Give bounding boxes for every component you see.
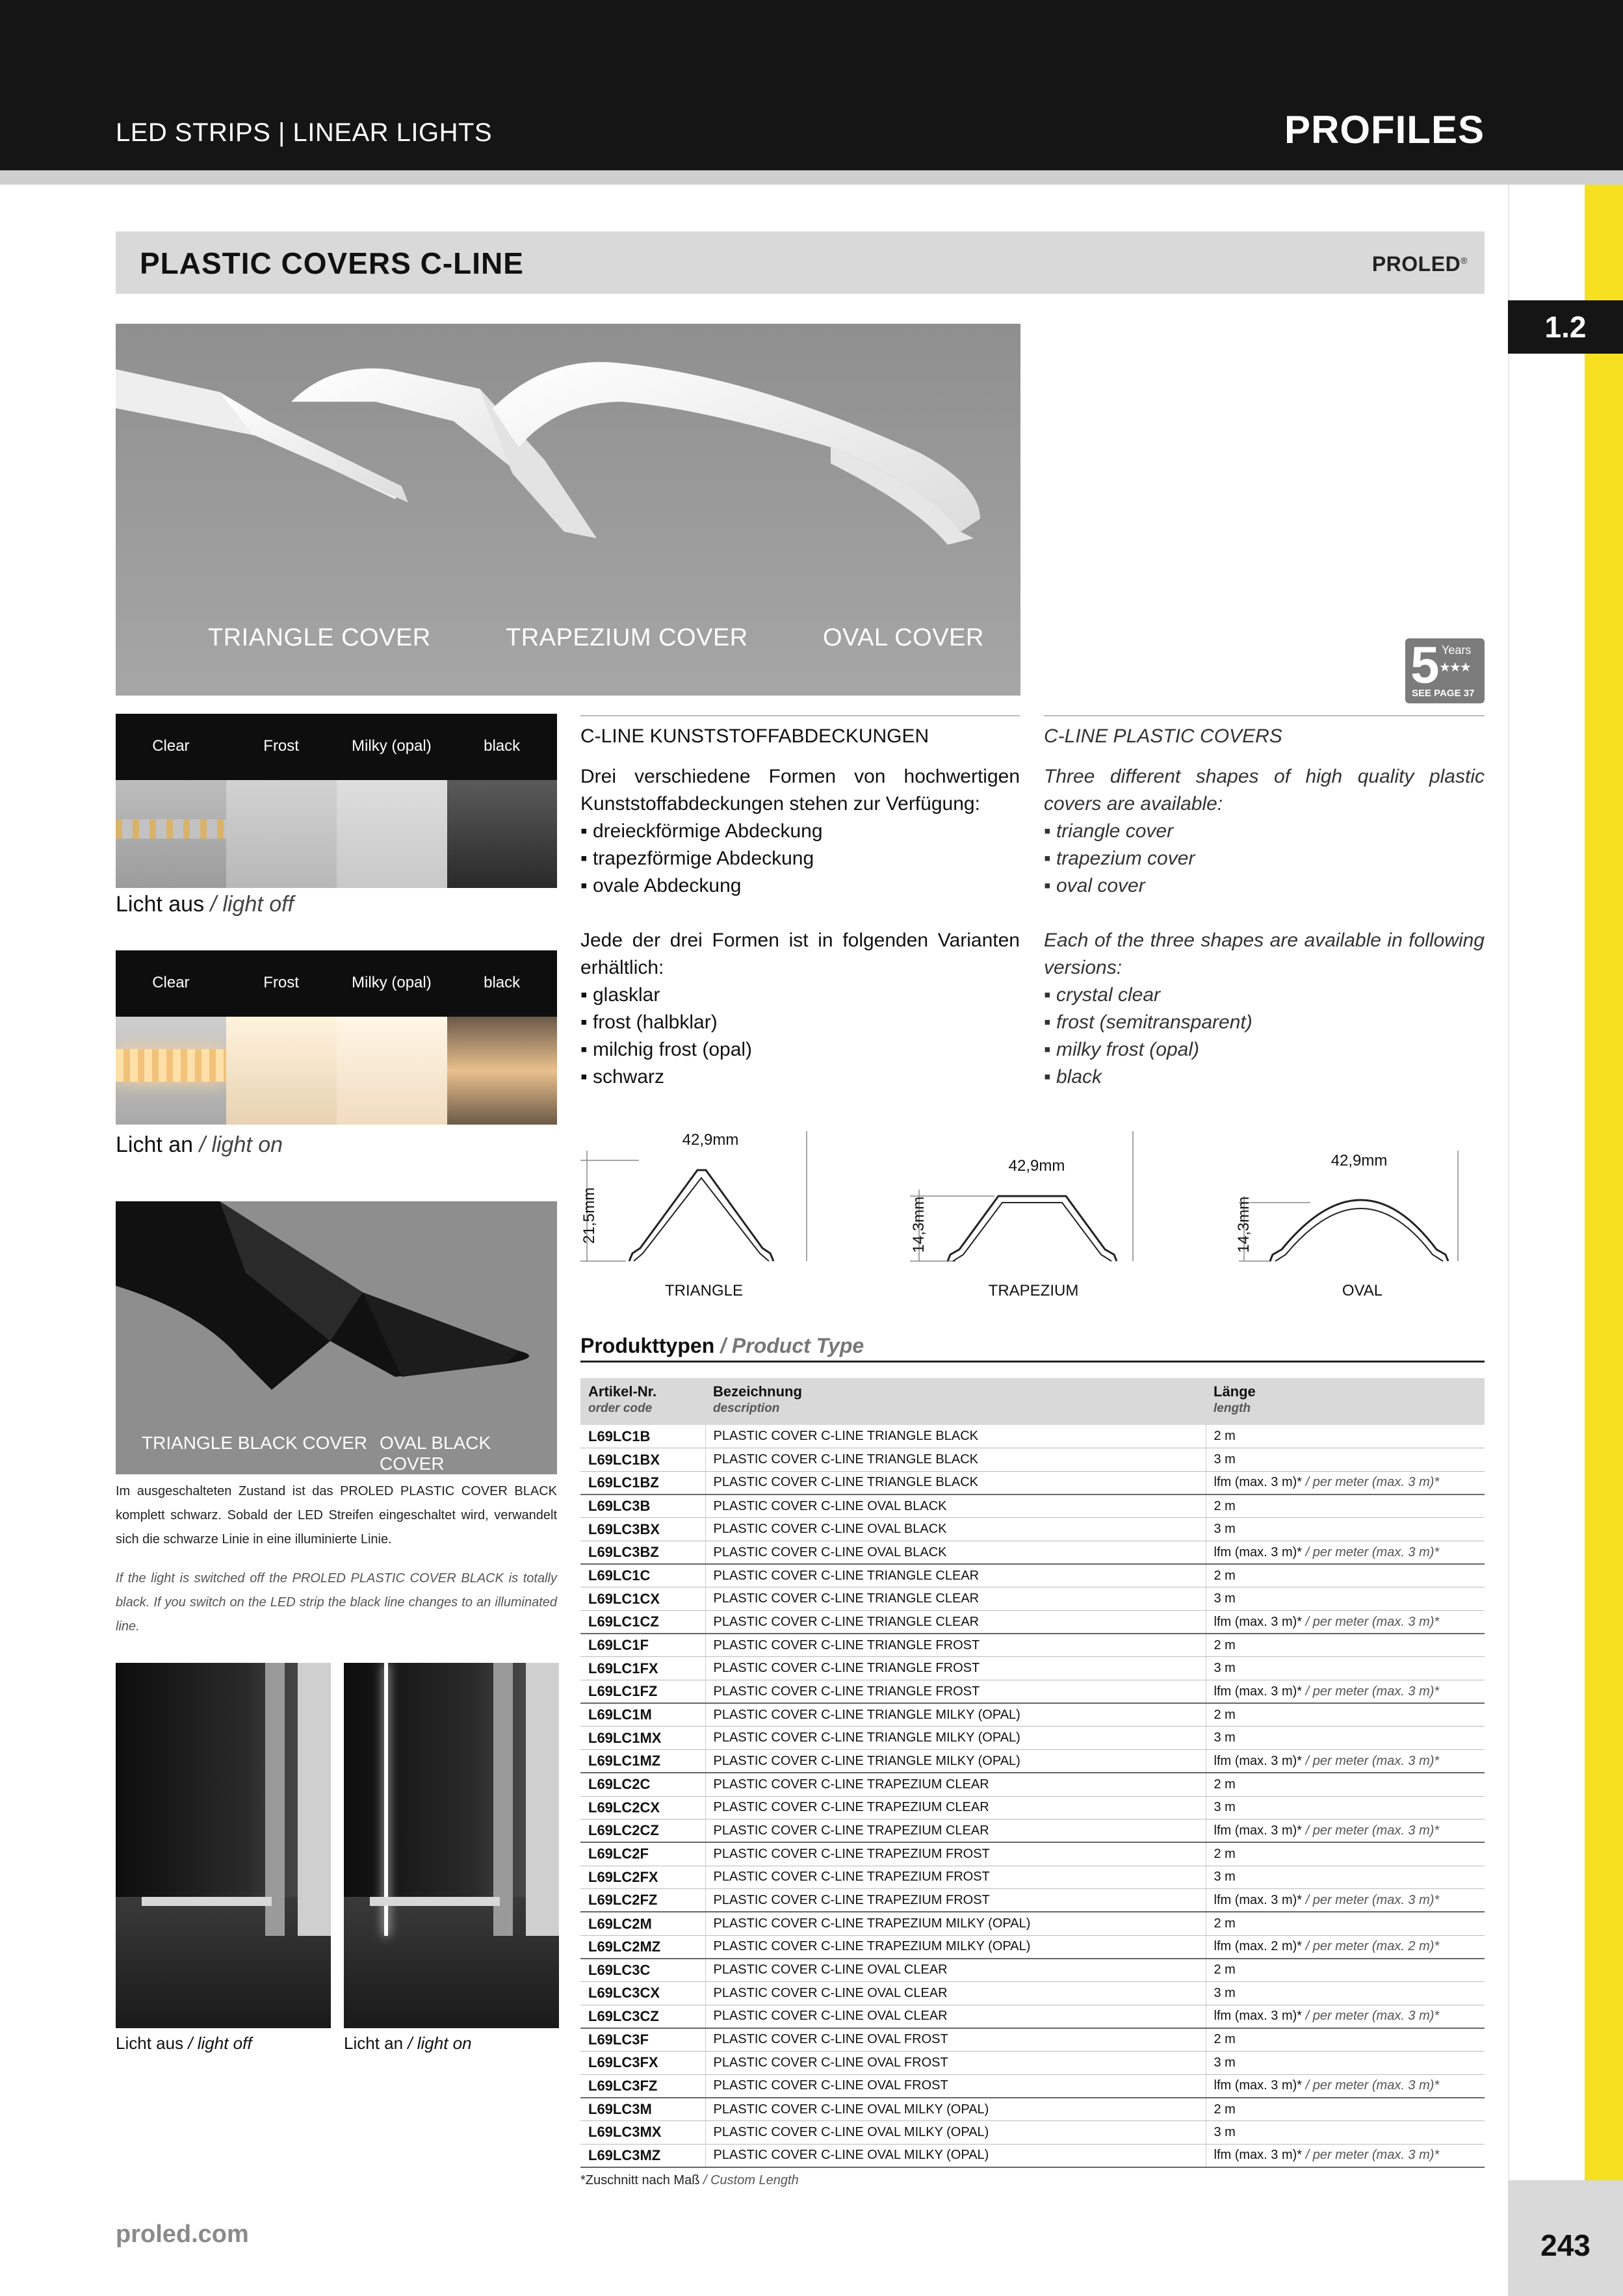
oval-name-label: OVAL xyxy=(1342,1282,1383,1299)
description-cell: PLASTIC COVER C-LINE OVAL FROST xyxy=(705,2028,1206,2052)
length-cut-en: per meter (max. 2 m)* xyxy=(1312,1939,1440,1954)
order-code-cell: L69LC3CZ xyxy=(580,2005,705,2028)
length-cell: lfm (max. 2 m)* / per meter (max. 2 m)* xyxy=(1206,1935,1485,1959)
length-cut-en: per meter (max. 3 m)* xyxy=(1312,1475,1440,1490)
length-cut-de: lfm (max. 3 m)* xyxy=(1214,2078,1303,2093)
german-shapes-list xyxy=(580,818,1020,900)
english-shape-item: ▪ triangle cover xyxy=(1044,820,1174,842)
length-cell: 2 m xyxy=(1206,1842,1485,1866)
length-cell: lfm (max. 3 m)* / per meter (max. 3 m)* xyxy=(1206,1750,1485,1773)
variant-label-black: black xyxy=(484,737,521,755)
order-code-cell: L69LC1BZ xyxy=(580,1471,705,1494)
order-code-cell: L69LC3MX xyxy=(580,2121,705,2145)
variant-label-clear: Clear xyxy=(152,974,190,991)
table-row xyxy=(580,1657,1485,1680)
table-row xyxy=(580,1425,1485,1448)
strip-milky-off xyxy=(337,780,447,888)
warranty-number: 5 xyxy=(1410,636,1440,694)
description-cell: PLASTIC COVER C-LINE TRIANGLE CLEAR xyxy=(705,1611,1206,1634)
table-row xyxy=(580,1889,1485,1912)
section-number: 1.2 xyxy=(1508,300,1623,354)
order-code-cell: L69LC2MZ xyxy=(580,1935,705,1959)
table-row xyxy=(580,2144,1485,2167)
length-cut-de: lfm (max. 3 m)* xyxy=(1214,1892,1303,1907)
order-code-cell: L69LC3FZ xyxy=(580,2074,705,2098)
order-code-cell: L69LC2F xyxy=(580,1842,705,1866)
description-cell: PLASTIC COVER C-LINE OVAL MILKY (OPAL) xyxy=(705,2098,1206,2121)
black-description-en: If the light is switched off the PROLED PLASTIC COVER BLACK is totally black. If you switch on the LED strip the black line changes to an illuminated line. xyxy=(116,1571,557,1634)
length-cut-de: lfm (max. 3 m)* xyxy=(1214,1475,1303,1490)
warranty-see-page: SEE PAGE 37 xyxy=(1412,688,1475,699)
length-cell: 2 m xyxy=(1206,1425,1485,1448)
table-row xyxy=(580,1820,1485,1843)
order-code-cell: L69LC3FX xyxy=(580,2052,705,2075)
caption-off-sep: / xyxy=(204,892,223,917)
german-variants-intro: Jede der drei Formen ist in folgenden Varianten erhältlich: xyxy=(580,930,1020,978)
room-photo-light-on xyxy=(344,1663,559,2028)
table-row xyxy=(580,2121,1485,2145)
hero-label-trapezium: TRAPEZIUM COVER xyxy=(506,624,748,651)
table-row xyxy=(580,1703,1485,1727)
table-row xyxy=(580,1564,1485,1587)
length-cell: lfm (max. 3 m)* / per meter (max. 3 m)* xyxy=(1206,1541,1485,1564)
table-row xyxy=(580,2074,1485,2098)
caption-on-en: light on xyxy=(211,1132,283,1157)
col-len-de: Länge xyxy=(1214,1383,1256,1400)
order-code-cell: L69LC1CZ xyxy=(580,1611,705,1634)
description-cell: PLASTIC COVER C-LINE OVAL BLACK xyxy=(705,1541,1206,1564)
length-cut-en: per meter (max. 3 m)* xyxy=(1312,1684,1440,1699)
description-cell: PLASTIC COVER C-LINE TRIANGLE BLACK xyxy=(705,1471,1206,1494)
description-cell: PLASTIC COVER C-LINE OVAL CLEAR xyxy=(705,1982,1206,2005)
length-cell: lfm (max. 3 m)* / per meter (max. 3 m)* xyxy=(1206,1611,1485,1634)
length-cell: 2 m xyxy=(1206,2098,1485,2121)
caption-room-on xyxy=(344,2033,472,2054)
table-row xyxy=(580,1680,1485,1704)
description-cell: PLASTIC COVER C-LINE TRIANGLE FROST xyxy=(705,1634,1206,1657)
footnote-en: Custom Length xyxy=(710,2173,799,2187)
label-triangle-black: TRIANGLE BLACK COVER xyxy=(142,1433,367,1453)
length-cut-de: lfm (max. 3 m)* xyxy=(1214,1614,1303,1629)
strip-light-off xyxy=(116,714,557,888)
description-cell: PLASTIC COVER C-LINE TRAPEZIUM FROST xyxy=(705,1842,1206,1866)
description-cell: PLASTIC COVER C-LINE OVAL MILKY (OPAL) xyxy=(705,2121,1206,2145)
description-cell: PLASTIC COVER C-LINE TRIANGLE FROST xyxy=(705,1680,1206,1704)
table-row xyxy=(580,2005,1485,2028)
table-row xyxy=(580,1796,1485,1820)
table-row xyxy=(580,1982,1485,2005)
order-code-cell: L69LC1M xyxy=(580,1703,705,1727)
order-code-cell: L69LC2FX xyxy=(580,1866,705,1889)
strip-black-on xyxy=(447,1017,557,1125)
order-code-cell: L69LC2CZ xyxy=(580,1820,705,1843)
star-icon: ★★★ xyxy=(1439,660,1470,675)
product-type-heading: Produkttypen / Product Type xyxy=(580,1334,1485,1363)
length-cell: 3 m xyxy=(1206,1657,1485,1680)
order-code-cell: L69LC3C xyxy=(580,1959,705,1982)
trapezium-width-label: 42,9mm xyxy=(1008,1157,1065,1175)
order-code-cell: L69LC3M xyxy=(580,2098,705,2121)
length-cell: lfm (max. 3 m)* / per meter (max. 3 m)* xyxy=(1206,2074,1485,2098)
length-cut-en: per meter (max. 3 m)* xyxy=(1312,2009,1440,2024)
description-cell: PLASTIC COVER C-LINE TRAPEZIUM CLEAR xyxy=(705,1773,1206,1796)
length-cut-de: lfm (max. 3 m)* xyxy=(1214,2148,1303,2163)
strip-black-off xyxy=(447,780,557,888)
length-cell: 3 m xyxy=(1206,1727,1485,1750)
length-cell: 2 m xyxy=(1206,1773,1485,1796)
description-cell: PLASTIC COVER C-LINE TRAPEZIUM MILKY (OPAL) xyxy=(705,1935,1206,1959)
variant-label-frost: Frost xyxy=(263,974,299,991)
german-variant-item: ▪ schwarz xyxy=(580,1066,664,1088)
order-code-cell: L69LC1C xyxy=(580,1564,705,1587)
length-cell: lfm (max. 3 m)* / per meter (max. 3 m)* xyxy=(1206,1680,1485,1704)
triangle-profile-drawing xyxy=(580,1131,853,1300)
description-cell: PLASTIC COVER C-LINE TRAPEZIUM FROST xyxy=(705,1866,1206,1889)
triangle-height-label: 21,5mm xyxy=(580,1187,598,1244)
english-shape-item: ▪ oval cover xyxy=(1044,875,1145,896)
german-column xyxy=(580,715,1020,1091)
table-row xyxy=(580,1634,1485,1657)
german-variants-list xyxy=(580,982,1020,1091)
table-row xyxy=(580,1866,1485,1889)
table-row xyxy=(580,2098,1485,2121)
length-cell: 2 m xyxy=(1206,1959,1485,1982)
description-cell: PLASTIC COVER C-LINE OVAL CLEAR xyxy=(705,2005,1206,2028)
product-heading-de: Produkttypen xyxy=(580,1334,715,1357)
length-cut-en: per meter (max. 3 m)* xyxy=(1312,1614,1440,1629)
german-variant-item: ▪ frost (halbklar) xyxy=(580,1011,718,1033)
order-code-cell: L69LC3BZ xyxy=(580,1541,705,1564)
length-cell: lfm (max. 3 m)* / per meter (max. 3 m)* xyxy=(1206,2005,1485,2028)
order-code-cell: L69LC1MZ xyxy=(580,1750,705,1773)
header-category: LED STRIPS | LINEAR LIGHTS xyxy=(116,118,493,147)
german-intro: Drei verschiedene Formen von hochwertigen Kunststoffabdeckungen stehen zur Verfügung: xyxy=(580,766,1020,815)
order-code-cell: L69LC3F xyxy=(580,2028,705,2052)
order-code-cell: L69LC1FZ xyxy=(580,1680,705,1704)
order-code-cell: L69LC3BX xyxy=(580,1518,705,1541)
room-photo-light-off xyxy=(116,1663,331,2028)
english-variant-item: ▪ frost (semitransparent) xyxy=(1044,1011,1253,1033)
order-code-cell: L69LC2CX xyxy=(580,1796,705,1820)
table-row xyxy=(580,1935,1485,1959)
website-link[interactable]: proled.com xyxy=(116,2221,249,2248)
order-code-cell: L69LC2C xyxy=(580,1773,705,1796)
brand-logo xyxy=(1353,252,1468,276)
description-cell: PLASTIC COVER C-LINE OVAL MILKY (OPAL) xyxy=(705,2144,1206,2167)
length-cut-de: lfm (max. 3 m)* xyxy=(1214,1684,1303,1699)
length-cell: lfm (max. 3 m)* / per meter (max. 3 m)* xyxy=(1206,1471,1485,1494)
german-shape-item: ▪ trapezförmige Abdeckung xyxy=(580,848,814,869)
yellow-side-bar xyxy=(1585,185,1623,2180)
brand-name: PROLED xyxy=(1371,252,1461,276)
description-cell: PLASTIC COVER C-LINE OVAL FROST xyxy=(705,2074,1206,2098)
oval-width-label: 42,9mm xyxy=(1331,1152,1388,1169)
english-variants-intro: Each of the three shapes are available in following versions: xyxy=(1044,930,1485,978)
length-cell: 2 m xyxy=(1206,1703,1485,1727)
caption-room-off xyxy=(116,2033,252,2054)
caption-off-en: light off xyxy=(222,892,294,917)
product-heading-en: Product Type xyxy=(731,1334,864,1357)
col-length xyxy=(1206,1378,1485,1425)
caption-room-on-sep: / xyxy=(403,2033,417,2053)
order-code-cell: L69LC2FZ xyxy=(580,1889,705,1912)
warranty-years: Years xyxy=(1442,644,1472,657)
table-row xyxy=(580,1959,1485,1982)
length-cell: 2 m xyxy=(1206,1564,1485,1587)
length-cell: 3 m xyxy=(1206,1587,1485,1611)
description-cell: PLASTIC COVER C-LINE TRIANGLE MILKY (OPAL) xyxy=(705,1750,1206,1773)
black-description-de: Im ausgeschalteten Zustand ist das PROLED PLASTIC COVER BLACK komplett schwarz. Sobald der LED Streifen eingeschaltet wird, verwandelt sich die schwarze Linie in eine illuminierte Linie. xyxy=(116,1484,557,1546)
description-cell: PLASTIC COVER C-LINE TRIANGLE FROST xyxy=(705,1657,1206,1680)
col-description xyxy=(705,1378,1206,1425)
german-variant-item: ▪ milchig frost (opal) xyxy=(580,1039,753,1060)
hero-product-photo xyxy=(116,324,1020,696)
caption-light-off xyxy=(116,892,294,917)
order-code-cell: L69LC3CX xyxy=(580,1982,705,2005)
english-heading: C-LINE PLASTIC COVERS xyxy=(1044,715,1485,748)
description-cell: PLASTIC COVER C-LINE TRIANGLE MILKY (OPAL) xyxy=(705,1727,1206,1750)
length-cut-en: per meter (max. 3 m)* xyxy=(1312,2148,1440,2163)
english-variant-item: ▪ black xyxy=(1044,1066,1102,1088)
table-row xyxy=(580,1541,1485,1564)
table-row xyxy=(580,1448,1485,1472)
table-row xyxy=(580,1912,1485,1935)
caption-on-de: Licht an xyxy=(116,1132,194,1157)
caption-room-off-de: Licht aus xyxy=(116,2033,184,2053)
black-cover-photo xyxy=(116,1201,557,1474)
order-code-cell: L69LC2M xyxy=(580,1912,705,1935)
length-cut-en: per meter (max. 3 m)* xyxy=(1312,2078,1440,2093)
length-cut-de: lfm (max. 2 m)* xyxy=(1214,1939,1303,1954)
caption-off-de: Licht aus xyxy=(116,892,205,917)
description-cell: PLASTIC COVER C-LINE TRIANGLE BLACK xyxy=(705,1448,1206,1472)
description-cell: PLASTIC COVER C-LINE OVAL CLEAR xyxy=(705,1959,1206,1982)
variant-label-clear: Clear xyxy=(152,737,190,755)
caption-room-off-sep: / xyxy=(183,2033,198,2053)
length-cut-en: per meter (max. 3 m)* xyxy=(1312,1545,1440,1559)
col-desc-de: Bezeichnung xyxy=(713,1383,802,1400)
caption-room-on-en: light on xyxy=(417,2033,472,2053)
variant-label-milky: Milky (opal) xyxy=(352,737,432,755)
hero-label-triangle: TRIANGLE COVER xyxy=(208,624,431,651)
col-order-code xyxy=(580,1378,705,1425)
english-shapes-list xyxy=(1044,818,1485,900)
table-row xyxy=(580,1750,1485,1773)
description-cell: PLASTIC COVER C-LINE OVAL FROST xyxy=(705,2052,1206,2075)
length-cut-de: lfm (max. 3 m)* xyxy=(1214,2009,1303,2024)
brand-mark: ® xyxy=(1461,255,1468,266)
description-cell: PLASTIC COVER C-LINE OVAL BLACK xyxy=(705,1494,1206,1518)
col-code-en: order code xyxy=(588,1402,653,1415)
german-variant-item: ▪ glasklar xyxy=(580,984,660,1006)
german-shape-item: ▪ dreieckförmige Abdeckung xyxy=(580,820,823,842)
length-cell: 2 m xyxy=(1206,1634,1485,1657)
oval-height-label: 14,3mm xyxy=(1235,1196,1253,1253)
diagram-triangle xyxy=(580,1131,853,1313)
table-row xyxy=(580,1587,1485,1611)
strip-clear-on xyxy=(116,1017,226,1125)
description-cell: PLASTIC COVER C-LINE TRAPEZIUM CLEAR xyxy=(705,1796,1206,1820)
length-cell: 3 m xyxy=(1206,1796,1485,1820)
strip-light-on xyxy=(116,950,557,1125)
trapezium-profile-drawing xyxy=(910,1131,1183,1300)
table-row xyxy=(580,1471,1485,1494)
english-variant-item: ▪ milky frost (opal) xyxy=(1044,1039,1200,1060)
caption-room-off-en: light off xyxy=(197,2033,252,2053)
order-code-cell: L69LC1FX xyxy=(580,1657,705,1680)
product-table xyxy=(580,1378,1485,2168)
length-cell: 3 m xyxy=(1206,1518,1485,1541)
strip-clear-off xyxy=(116,780,226,888)
length-cell: lfm (max. 3 m)* / per meter (max. 3 m)* xyxy=(1206,1889,1485,1912)
length-cut-en: per meter (max. 3 m)* xyxy=(1312,1753,1440,1768)
length-cut-de: lfm (max. 3 m)* xyxy=(1214,1823,1303,1838)
triangle-width-label: 42,9mm xyxy=(682,1131,739,1149)
length-cut-en: per meter (max. 3 m)* xyxy=(1312,1823,1440,1838)
order-code-cell: L69LC1CX xyxy=(580,1587,705,1611)
length-cell: 3 m xyxy=(1206,2121,1485,2145)
variant-label-frost: Frost xyxy=(263,737,299,755)
label-oval-black: OVAL BLACK COVER xyxy=(380,1433,491,1474)
strip-milky-on xyxy=(337,1017,447,1125)
order-code-cell: L69LC1BX xyxy=(580,1448,705,1472)
description-cell: PLASTIC COVER C-LINE TRIANGLE MILKY (OPAL) xyxy=(705,1703,1206,1727)
english-intro: Three different shapes of high quality plastic covers are available: xyxy=(1044,766,1485,815)
table-row xyxy=(580,1773,1485,1796)
variant-label-black: black xyxy=(484,974,521,991)
table-row xyxy=(580,1727,1485,1750)
table-row xyxy=(580,2052,1485,2075)
description-cell: PLASTIC COVER C-LINE TRAPEZIUM MILKY (OPAL) xyxy=(705,1912,1206,1935)
hero-label-oval: OVAL COVER xyxy=(823,624,984,651)
col-desc-en: description xyxy=(713,1402,780,1415)
length-cell: 3 m xyxy=(1206,1982,1485,2005)
length-cell: 2 m xyxy=(1206,1494,1485,1518)
page-title: PLASTIC COVERS C-LINE xyxy=(140,246,524,280)
header-divider xyxy=(0,170,1623,185)
length-cell: lfm (max. 3 m)* / per meter (max. 3 m)* xyxy=(1206,2144,1485,2167)
table-row xyxy=(580,1518,1485,1541)
length-cell: 2 m xyxy=(1206,1912,1485,1935)
table-row xyxy=(580,1611,1485,1634)
english-variants-list xyxy=(1044,982,1485,1091)
description-cell: PLASTIC COVER C-LINE TRAPEZIUM CLEAR xyxy=(705,1820,1206,1843)
product-rows xyxy=(580,1425,1485,2167)
description-cell: PLASTIC COVER C-LINE TRAPEZIUM FROST xyxy=(705,1889,1206,1912)
strip-frost-off xyxy=(226,780,337,888)
english-column xyxy=(1044,715,1485,1091)
description-cell: PLASTIC COVER C-LINE OVAL BLACK xyxy=(705,1518,1206,1541)
table-row xyxy=(580,2028,1485,2052)
table-row xyxy=(580,1494,1485,1518)
caption-light-on xyxy=(116,1132,283,1158)
strip-frost-on xyxy=(226,1017,337,1125)
triangle-name-label: TRIANGLE xyxy=(664,1282,744,1299)
length-cell: lfm (max. 3 m)* / per meter (max. 3 m)* xyxy=(1206,1820,1485,1843)
length-cut-de: lfm (max. 3 m)* xyxy=(1214,1545,1303,1559)
warranty-badge xyxy=(1405,638,1485,703)
col-len-en: length xyxy=(1214,1402,1251,1415)
order-code-cell: L69LC1F xyxy=(580,1634,705,1657)
length-cell: 3 m xyxy=(1206,2052,1485,2075)
header-section-title: PROFILES xyxy=(1284,108,1485,151)
diagram-oval xyxy=(1235,1131,1486,1313)
col-code-de: Artikel-Nr. xyxy=(588,1383,657,1400)
footnote-de: *Zuschnitt nach Maß xyxy=(580,2173,700,2187)
order-code-cell: L69LC1B xyxy=(580,1425,705,1448)
length-cell: 3 m xyxy=(1206,1866,1485,1889)
description-cell: PLASTIC COVER C-LINE TRIANGLE CLEAR xyxy=(705,1564,1206,1587)
trapezium-height-label: 14,3mm xyxy=(910,1196,928,1253)
description-cell: PLASTIC COVER C-LINE TRIANGLE BLACK xyxy=(705,1425,1206,1448)
german-heading: C-LINE KUNSTSTOFFABDECKUNGEN xyxy=(580,715,1020,748)
length-cut-de: lfm (max. 3 m)* xyxy=(1214,1753,1303,1768)
table-row xyxy=(580,1842,1485,1866)
length-cell: 2 m xyxy=(1206,2028,1485,2052)
diagram-trapezium xyxy=(910,1131,1183,1313)
order-code-cell: L69LC3MZ xyxy=(580,2144,705,2167)
page-number: 243 xyxy=(1508,2180,1623,2296)
caption-room-on-de: Licht an xyxy=(344,2033,404,2053)
english-shape-item: ▪ trapezium cover xyxy=(1044,848,1195,869)
german-shape-item: ▪ ovale Abdeckung xyxy=(580,875,742,896)
length-cell: 3 m xyxy=(1206,1448,1485,1472)
order-code-cell: L69LC1MX xyxy=(580,1727,705,1750)
order-code-cell: L69LC3B xyxy=(580,1494,705,1518)
caption-on-sep: / xyxy=(193,1132,212,1157)
footnote: *Zuschnitt nach Maß / Custom Length xyxy=(580,2173,799,2187)
variant-label-milky: Milky (opal) xyxy=(352,974,432,991)
length-cut-en: per meter (max. 3 m)* xyxy=(1312,1892,1440,1907)
description-cell: PLASTIC COVER C-LINE TRIANGLE CLEAR xyxy=(705,1587,1206,1611)
trapezium-name-label: TRAPEZIUM xyxy=(988,1282,1079,1299)
english-variant-item: ▪ crystal clear xyxy=(1044,984,1161,1006)
